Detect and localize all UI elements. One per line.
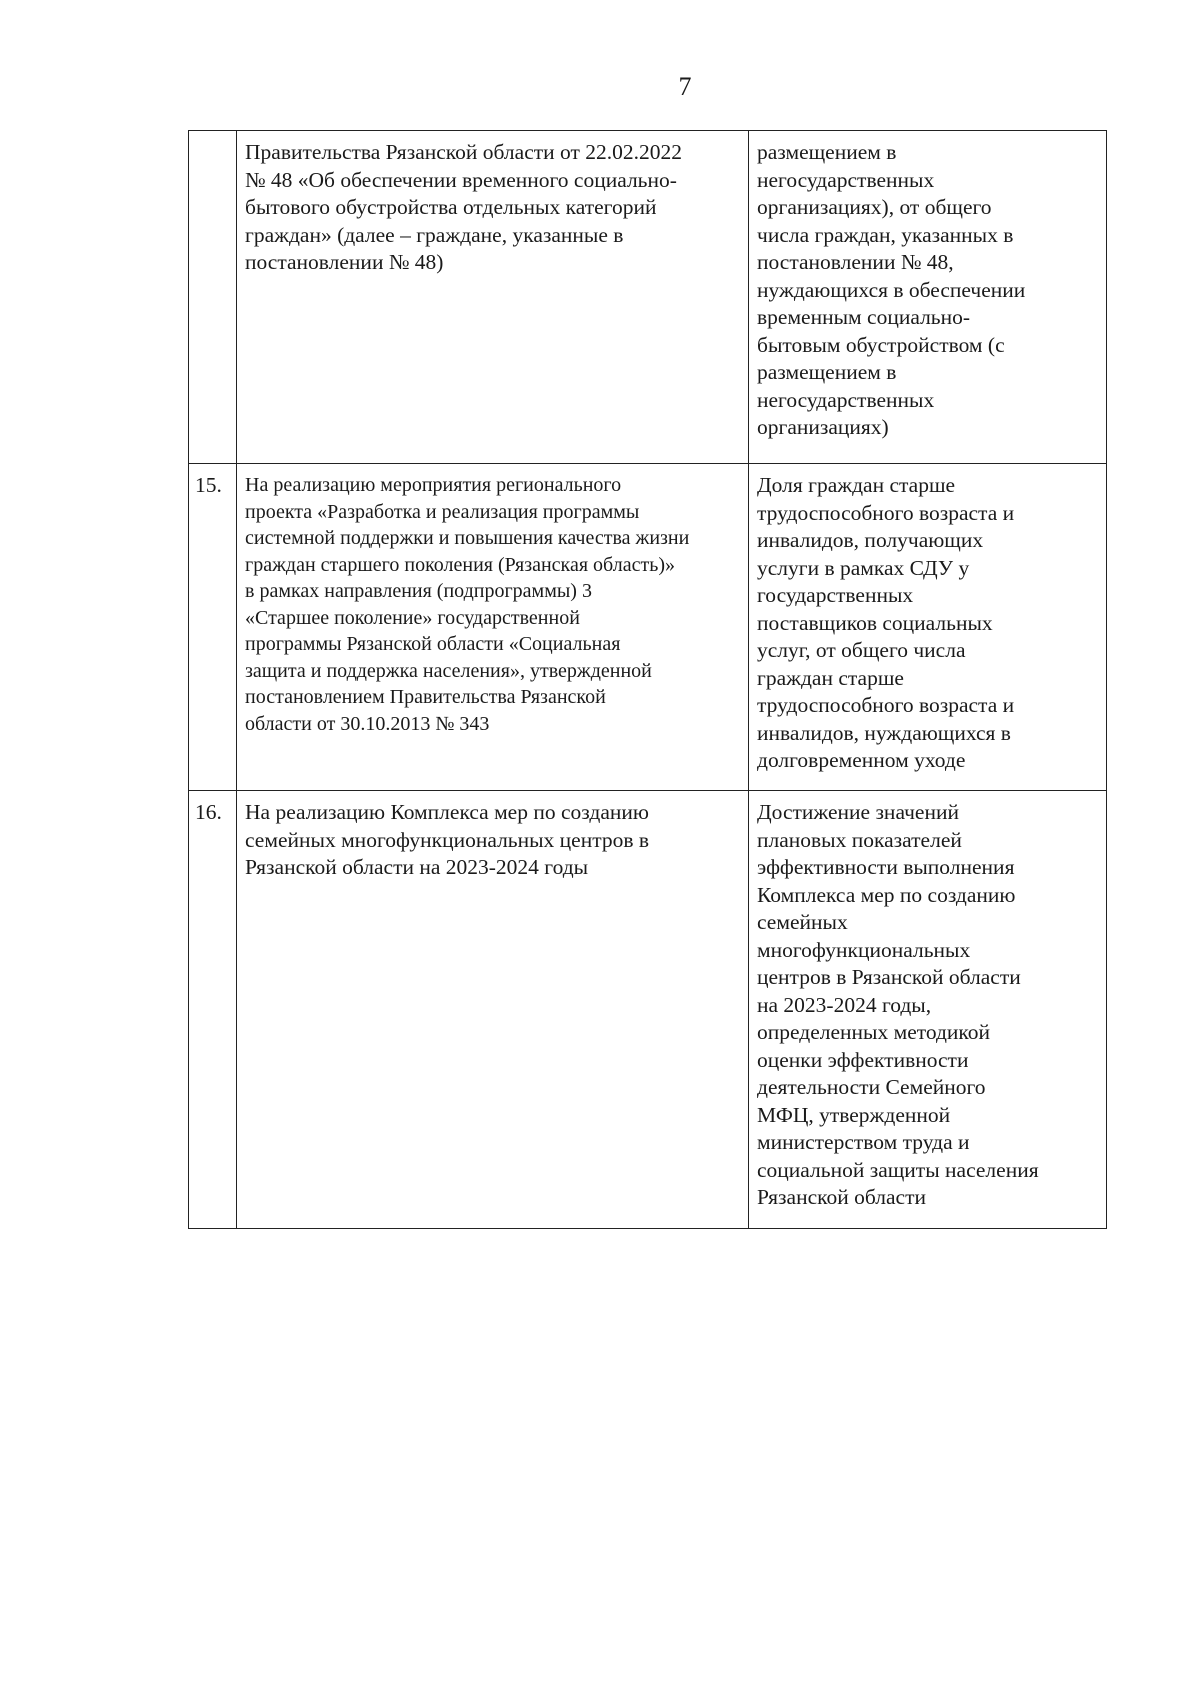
row-number: 16. [195,800,222,824]
row-number: 15. [195,473,222,497]
indicator-cell [749,464,1107,791]
measure-description: На реализацию мероприятия регионального проекта «Разработка и реализация программы системной поддержки и повышения качества жизни граждан старшего поколения (Рязанская область)» в рамках направления (подпрограммы) 3 «Старшее поколение» государственной программы Рязанской области «Социальная защита и поддержка населения», утвержденной постановлением Правительства Рязанской области от 30.10.2013 № 343 [245,474,690,735]
description-cell [237,131,749,464]
indicator-text: размещением в негосударственных организациях), от общего числа граждан, указанных в постановлении № 48, нуждающихся в обеспечении временным социально- бытовым обустройством (с размещением в негосударственных организациях) [757,140,1026,439]
indicator-cell [749,131,1107,464]
description-cell [237,791,749,1229]
indicator-text: Доля граждан старше трудоспособного возраста и инвалидов, получающих услуги в рамках СДУ у государственных поставщиков социальных услуг, от общего числа граждан старше трудоспособного возраста и инвалидов, нуждающихся в долговременном уходе [757,473,1015,772]
measures-table [188,130,1107,1229]
page-number: 7 [678,72,692,101]
measure-description: Правительства Рязанской области от 22.02.2022 № 48 «Об обеспечении временного социально- бытового обустройства отдельных категорий граждан» (далее – граждане, указанные в постановлении № 48) [245,140,683,274]
row-number-cell [189,791,237,1229]
table-row [189,131,1107,464]
table-row [189,791,1107,1229]
row-number-cell [189,464,237,791]
indicator-text: Достижение значений плановых показателей эффективности выполнения Комплекса мер по созданию семейных многофункциональных центров в Рязанской области на 2023-2024 годы, определенных методикой оценки эффективности деятельности Семейного МФЦ, утвержденной министерством труда и социальной защиты населения Рязанской области [757,800,1039,1209]
indicator-cell [749,791,1107,1229]
measure-description: На реализацию Комплекса мер по созданию семейных многофункциональных центров в Рязанской области на 2023-2024 годы [245,800,650,879]
row-number-cell [189,131,237,464]
description-cell [237,464,749,791]
table-row [189,464,1107,791]
